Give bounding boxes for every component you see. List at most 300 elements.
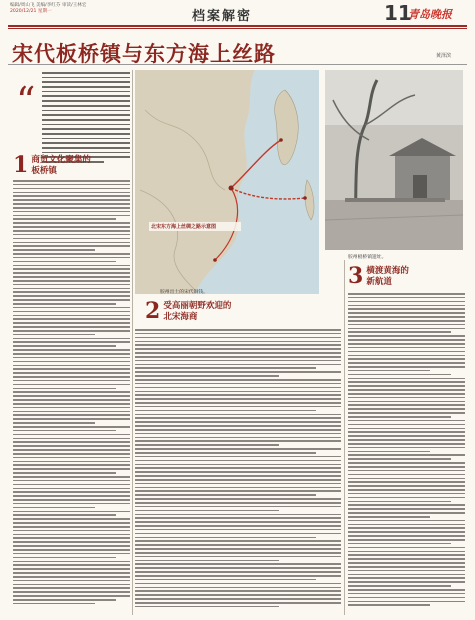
text-line (348, 324, 465, 326)
text-line (135, 460, 341, 462)
body-column-2 (135, 329, 341, 610)
text-line (348, 466, 465, 468)
text-line (348, 504, 465, 506)
text-line (13, 488, 130, 490)
text-line (13, 491, 130, 493)
page-header (0, 0, 475, 30)
text-line (135, 514, 341, 516)
text-line (135, 379, 341, 381)
text-line (348, 547, 465, 549)
text-line (348, 335, 465, 337)
text-line (135, 479, 341, 481)
text-line (135, 410, 316, 412)
text-line (13, 422, 95, 424)
text-line (13, 253, 130, 255)
text-line (135, 471, 341, 473)
section-number: 1 (13, 152, 29, 178)
text-line (135, 487, 341, 489)
text-line (13, 222, 130, 224)
text-line (13, 391, 130, 393)
text-line (348, 516, 430, 518)
text-line (348, 331, 451, 333)
text-line (348, 543, 451, 545)
text-line (348, 512, 465, 514)
text-line (13, 357, 130, 359)
section-name: 档案解密 (192, 9, 253, 24)
text-line (135, 467, 341, 469)
text-line (13, 330, 130, 332)
text-line (13, 476, 130, 478)
text-line (348, 297, 465, 299)
text-line (13, 557, 116, 559)
text-line (135, 583, 341, 585)
column-divider (344, 260, 345, 615)
text-line (348, 539, 465, 541)
photo-graphic (325, 70, 463, 250)
text-line (13, 265, 130, 267)
text-line (13, 541, 130, 543)
text-line (135, 456, 341, 458)
text-line (13, 234, 130, 236)
header-rule-thin (8, 28, 467, 29)
text-line (13, 384, 130, 386)
text-line (135, 494, 316, 496)
text-line (348, 385, 465, 387)
text-line (13, 514, 116, 516)
text-line (13, 349, 130, 351)
section-title (163, 300, 231, 322)
text-line (348, 308, 465, 310)
text-line (348, 404, 465, 406)
text-line (13, 568, 130, 570)
text-line (13, 345, 116, 347)
text-line (13, 426, 130, 428)
text-line (135, 548, 341, 550)
text-line (13, 203, 130, 205)
text-line (348, 431, 465, 433)
text-line (348, 520, 465, 522)
text-line (348, 597, 465, 599)
text-line (13, 218, 116, 220)
body-column-1 (13, 180, 130, 607)
text-line (13, 599, 116, 601)
text-line (13, 484, 130, 486)
text-line (135, 448, 341, 450)
text-line (13, 438, 130, 440)
text-line (135, 533, 341, 535)
text-line (348, 362, 465, 364)
section-title (366, 265, 409, 287)
text-line (348, 408, 465, 410)
text-line (135, 525, 341, 527)
text-line (13, 518, 130, 520)
text-line (13, 464, 130, 466)
text-line (135, 556, 341, 558)
text-line (13, 453, 130, 455)
text-line (13, 280, 130, 282)
text-line (13, 576, 130, 578)
text-line (135, 414, 341, 416)
text-line (13, 315, 130, 317)
text-line (13, 511, 130, 513)
text-line (13, 441, 130, 443)
route-map (135, 70, 319, 294)
text-line (348, 378, 465, 380)
text-line (135, 437, 341, 439)
text-line (13, 495, 130, 497)
text-line (13, 449, 130, 451)
text-line (348, 470, 465, 472)
text-line (13, 184, 130, 186)
text-line (13, 472, 116, 474)
text-line (13, 199, 130, 201)
text-line (13, 303, 116, 305)
map-inner-caption: 北宋东方海上丝绸之路示意图 (151, 224, 217, 230)
text-line (13, 307, 130, 309)
text-line (13, 403, 130, 405)
text-line (348, 312, 465, 314)
text-line (135, 344, 341, 346)
text-line (348, 447, 465, 449)
text-line (13, 468, 130, 470)
article-author: 黄泽滨 (436, 53, 452, 59)
editor-line: 编辑/周山飞 美编/李红芬 审读/王林宏 (10, 3, 87, 8)
text-line (13, 418, 130, 420)
text-line (348, 451, 430, 453)
text-line (13, 503, 130, 505)
text-line (13, 411, 130, 413)
column-divider (132, 70, 133, 615)
text-line (348, 481, 465, 483)
text-line (348, 508, 465, 510)
text-line (13, 595, 130, 597)
text-line (135, 567, 341, 569)
text-line (348, 393, 465, 395)
text-line (13, 261, 116, 263)
text-line (348, 497, 465, 499)
text-line (13, 376, 130, 378)
text-line (13, 530, 130, 532)
section-title-line: 横渡黄海的 (366, 266, 409, 276)
text-line (13, 564, 130, 566)
text-line (135, 394, 341, 396)
text-line (135, 391, 341, 393)
text-line (13, 284, 130, 286)
text-line (348, 462, 465, 464)
text-line (135, 371, 341, 373)
text-line (13, 414, 130, 416)
text-line (13, 238, 130, 240)
text-line (348, 343, 465, 345)
text-line (348, 601, 465, 603)
text-line (348, 420, 465, 422)
text-line (135, 537, 316, 539)
text-line (13, 272, 130, 274)
text-line (135, 387, 341, 389)
text-line (348, 339, 465, 341)
text-line (135, 356, 341, 358)
text-line (13, 534, 130, 536)
text-line (13, 180, 130, 182)
text-line (135, 490, 341, 492)
text-line (348, 577, 465, 579)
text-line (135, 367, 316, 369)
text-line (13, 584, 130, 586)
text-line (135, 406, 341, 408)
text-line (13, 587, 130, 589)
text-line (13, 507, 95, 509)
section-title-line: 北宋海商 (163, 311, 198, 322)
text-line (348, 493, 465, 495)
section-heading-2 (145, 300, 231, 322)
text-line (135, 529, 341, 531)
text-line (13, 192, 130, 194)
text-line (348, 489, 465, 491)
quote-mark-icon: “ (16, 79, 36, 123)
text-line (13, 603, 95, 605)
text-line (135, 402, 341, 404)
map-caption: 胶州出土的宋代铜钱。 (160, 290, 208, 295)
text-line (348, 501, 451, 503)
text-line (348, 581, 465, 583)
editor-info (10, 3, 86, 15)
text-line (348, 428, 465, 430)
text-line (135, 375, 279, 377)
section-number: 3 (348, 263, 364, 289)
issue-date: 2020/12/21 星期一 (10, 9, 52, 14)
text-line (135, 364, 341, 366)
text-line (13, 526, 130, 528)
section-heading-3 (348, 265, 409, 287)
text-line (135, 352, 341, 354)
text-line (13, 257, 130, 259)
text-line (348, 293, 465, 295)
text-line (135, 329, 341, 331)
section-title-line: 商贸文化聚集的 (31, 155, 91, 165)
text-line (135, 383, 341, 385)
text-line (348, 370, 430, 372)
text-line (13, 326, 130, 328)
text-line (348, 358, 465, 360)
text-line (13, 480, 130, 482)
text-line (13, 361, 130, 363)
text-line (135, 341, 341, 343)
map-graphic (135, 70, 319, 294)
text-line (348, 301, 465, 303)
body-column-4 (348, 293, 465, 608)
text-line (135, 571, 341, 573)
text-line (13, 242, 130, 244)
text-line (348, 347, 465, 349)
text-line (348, 320, 465, 322)
text-line (13, 591, 130, 593)
text-line (135, 475, 341, 477)
text-line (135, 444, 279, 446)
text-line (135, 602, 341, 604)
text-line (348, 570, 465, 572)
text-line (348, 474, 465, 476)
text-line (348, 355, 465, 357)
text-line (348, 374, 451, 376)
photo-caption: 胶州板桥镇遗址。 (348, 255, 387, 260)
text-line (135, 498, 341, 500)
text-line (13, 572, 130, 574)
text-line (135, 552, 341, 554)
text-line (13, 434, 130, 436)
text-line (13, 380, 130, 382)
text-line (13, 268, 130, 270)
text-line (348, 435, 465, 437)
text-line (13, 311, 130, 313)
text-line (135, 333, 341, 335)
text-line (135, 510, 279, 512)
text-line (13, 226, 130, 228)
text-line (348, 585, 451, 587)
text-line (13, 457, 130, 459)
section-title (31, 154, 91, 176)
text-line (135, 544, 341, 546)
text-line (13, 338, 130, 340)
text-line (13, 365, 130, 367)
text-line (13, 549, 130, 551)
text-line (13, 322, 130, 324)
text-line (13, 295, 130, 297)
title-rule (8, 64, 467, 65)
text-line (135, 560, 279, 562)
text-line (13, 388, 116, 390)
section-title-line: 板桥镇 (31, 165, 57, 176)
text-line (135, 417, 341, 419)
section-title-line: 新航道 (366, 276, 392, 287)
text-line (13, 211, 130, 213)
page-number: 11 (384, 1, 412, 25)
text-line (135, 506, 341, 508)
text-line (13, 353, 130, 355)
text-line (135, 540, 341, 542)
text-line (348, 328, 465, 330)
text-line (135, 575, 341, 577)
text-line (348, 412, 465, 414)
text-line (13, 341, 130, 343)
text-line (348, 424, 465, 426)
text-line (13, 395, 130, 397)
text-line (13, 195, 130, 197)
text-line (13, 288, 130, 290)
text-line (348, 524, 465, 526)
text-line (348, 439, 465, 441)
text-line (348, 458, 451, 460)
intro-text (42, 72, 130, 166)
text-line (348, 381, 465, 383)
text-line (13, 245, 130, 247)
header-rule (8, 25, 467, 27)
section-title-line: 受高丽朝野欢迎的 (163, 301, 232, 311)
text-line (135, 502, 341, 504)
text-line (13, 580, 130, 582)
text-line (135, 594, 341, 596)
text-line (348, 351, 465, 353)
text-line (348, 535, 465, 537)
site-photo (325, 70, 463, 250)
text-line (135, 348, 341, 350)
text-line (348, 562, 465, 564)
text-line (135, 421, 341, 423)
text-line (135, 598, 341, 600)
text-line (13, 368, 130, 370)
text-line (135, 464, 341, 466)
text-line (348, 527, 465, 529)
text-line (13, 372, 130, 374)
text-line (348, 478, 465, 480)
text-line (135, 483, 341, 485)
section-number: 2 (145, 298, 161, 324)
text-line (13, 499, 130, 501)
text-line (348, 589, 465, 591)
text-line (135, 606, 279, 608)
text-line (348, 566, 465, 568)
text-line (13, 461, 130, 463)
text-line (13, 249, 95, 251)
text-line (348, 604, 430, 606)
text-line (348, 443, 465, 445)
text-line (135, 433, 341, 435)
text-line (13, 299, 130, 301)
text-line (13, 334, 95, 336)
text-line (135, 440, 341, 442)
text-line (13, 318, 130, 320)
text-line (348, 366, 465, 368)
text-line (348, 389, 465, 391)
text-line (135, 398, 341, 400)
text-line (13, 522, 130, 524)
text-line (13, 561, 130, 563)
text-line (13, 215, 130, 217)
text-line (13, 230, 130, 232)
text-line (348, 593, 465, 595)
text-line (348, 531, 465, 533)
newspaper-logo: 青岛晚报 (408, 8, 452, 21)
text-line (348, 397, 465, 399)
text-line (13, 407, 130, 409)
text-line (135, 563, 341, 565)
text-line (135, 425, 341, 427)
text-line (135, 360, 341, 362)
text-line (135, 587, 341, 589)
text-line (13, 399, 130, 401)
text-line (13, 207, 130, 209)
section-heading-1 (13, 154, 91, 176)
text-line (348, 485, 465, 487)
text-line (135, 337, 341, 339)
text-line (135, 590, 341, 592)
text-line (348, 416, 451, 418)
text-line (13, 430, 116, 432)
text-line (348, 554, 465, 556)
text-line (348, 558, 465, 560)
text-line (13, 188, 130, 190)
article-title: 宋代板桥镇与东方海上丝路 (12, 41, 276, 66)
intro-quote (12, 70, 130, 150)
text-line (13, 276, 130, 278)
text-line (348, 551, 465, 553)
text-line (13, 537, 130, 539)
text-line (13, 553, 130, 555)
text-line (348, 401, 465, 403)
text-line (135, 429, 341, 431)
text-line (348, 454, 465, 456)
text-line (135, 521, 341, 523)
text-line (348, 305, 465, 307)
